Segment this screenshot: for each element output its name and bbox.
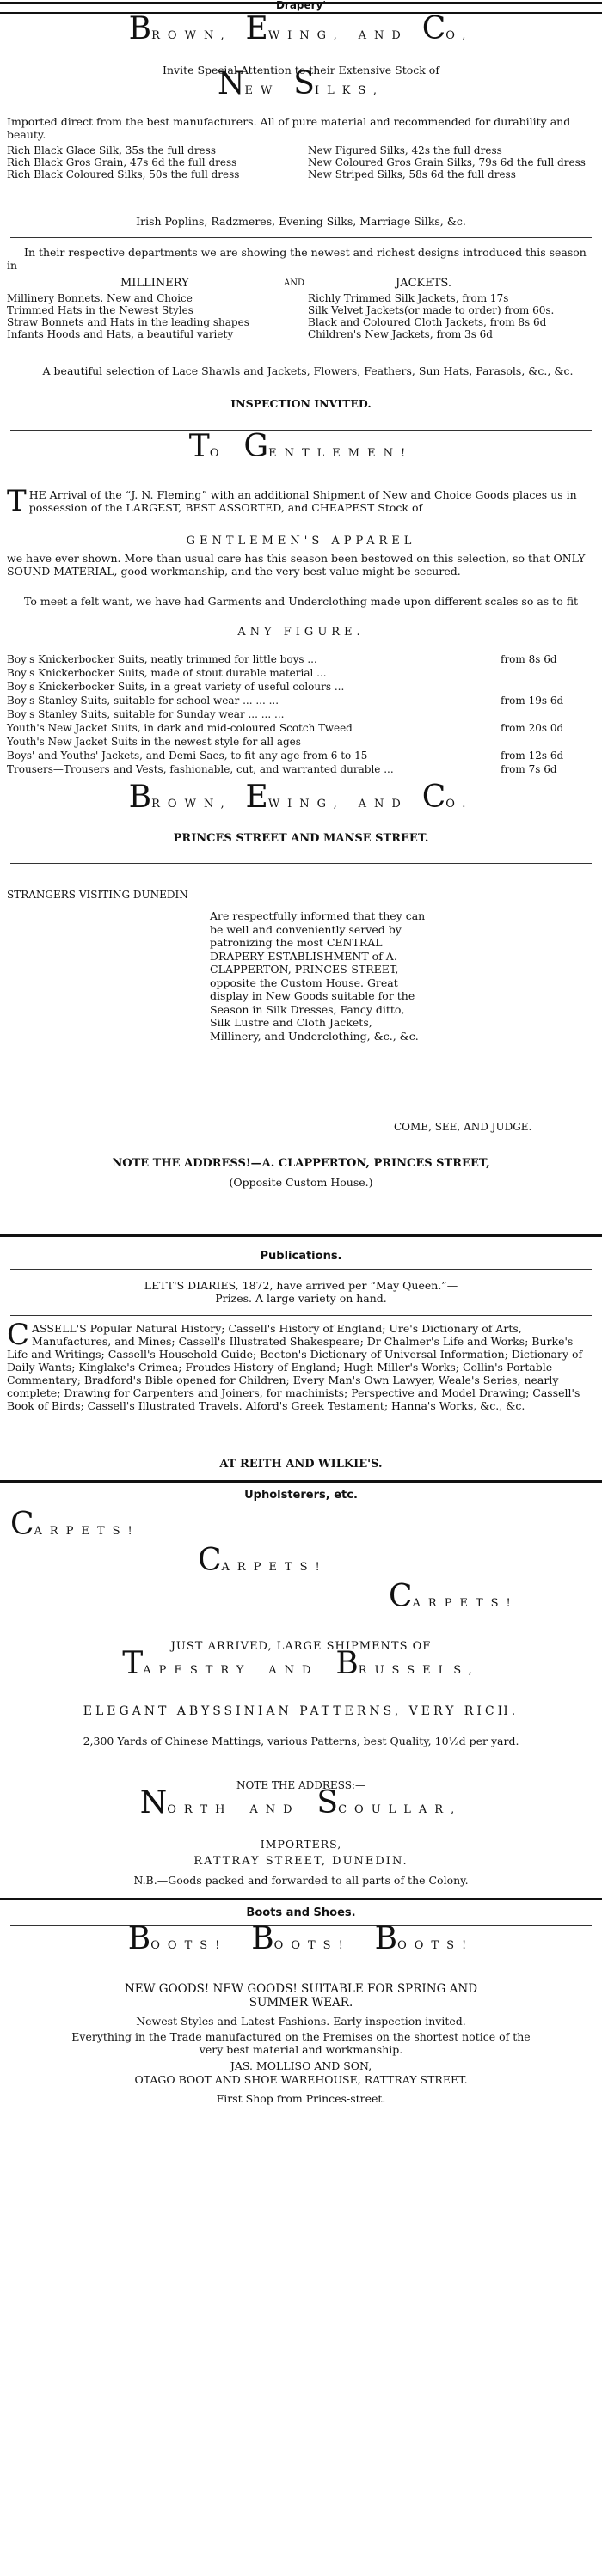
inspection-invited: INSPECTION INVITED.: [230, 397, 372, 410]
elegant-patterns: ELEGANT ABYSSINIAN PATTERNS, VERY RICH.: [83, 1704, 519, 1718]
drapery-rule: [0, 12, 602, 14]
otago-warehouse: OTAGO BOOT AND SHOE WAREHOUSE, RATTRAY STREET.: [134, 2073, 468, 2086]
price-row: Boys' and Youths' Jackets, and Demi-Saes, to fit any age from 6 to 15 from 12s 6d: [7, 750, 564, 762]
section-rule: [0, 1234, 602, 1237]
price-row: Trousers—Trousers and Vests, fashionable, cut, and warranted durable ... from 7s 6d: [7, 763, 557, 775]
importers: IMPORTERS,: [260, 1838, 342, 1851]
millinery-item: Millinery Bonnets. New and Choice: [7, 292, 193, 304]
silk-item: Rich Black Coloured Silks, 50s the full dress: [7, 168, 240, 181]
come-see-judge: COME, SEE, AND JUDGE.: [394, 1121, 532, 1133]
divider: [10, 430, 592, 431]
cassell-list: CASSELL'S Popular Natural History; Cassell's History of England; Ure's Dictionary of Arts, Manufactures, and Mines; Cassell's Illustrated Shakespeare; Dr Chalmer's Life and Works; Burke's Life and Writings; Cassell's Household Guide; Beeton's Dictionary of Universal Information; Dictionary of Daily Wants; Kinglake's Crimea; Froudes History of England; Hugh Miller's Works; Collin's Portable Commentary; Bradford's Bible opened for Children; Every Man's Own Lawyer, Weale's Series, nearly complete; Drawing for Carpenters and Joiners, for machinists; Perspective and Model Drawing; Cassell's Book of Birds; Cassell's Illustrated Travels. Alford's Greek Testament; Hanna's Works, &c., &c.: [7, 1318, 583, 1412]
millinery-item: Infants Hoods and Hats, a beautiful variety: [7, 328, 234, 340]
millinery-item: Straw Bonnets and Hats in the leading shapes: [7, 316, 249, 328]
drapery-category: Drapery': [275, 0, 327, 11]
to-gentlemen-title: TO GENTLEMEN!: [188, 429, 414, 464]
silks-right-col: [304, 144, 592, 181]
newspaper-page: Drapery' BROWN, EWING, AND CO, Invite Special Attention to their Extensive Stock of NEW SILKS, Imported direct from the best manufacturers. All of pure material and recommended for durability and beauty. Rich Black Glace Silk, 35s the full dress Rich Black Gros Grain, 47s 6d the full dress Rich Black Coloured Silks, 50s the full dress New Figured Silks, 42s the full dress New Coloured Gros Grain Silks, 79s 6d the full dress New Striped Silks, 58s 6d the full dress Irish Poplins, Radzmeres, Evening Silks, Marriage Silks, &c. In their respective departments we are showing the newest and richest designs introduced this season in MILLINERY AND JACKETS. Millinery Bonnets. New and Choice Trimmed Hats in the Newest Styles Straw Bonnets and Hats in the leading shapes Infants Hoods and Hats, a beautiful variety Richly Trimmed Silk Jackets, from 17s Silk Velvet Jackets(or made to order) from 60s. Black and Coloured Cloth Jackets, from 8s 6d Children's New Jackets, from 3s 6d A beautiful selection of Lace Shawls and Jackets, Flowers, Feathers, Sun Hats, Parasols, &c., &c. INSPECTION INVITED. TO GENTLEMEN! THE Arrival of the “J. N. Fleming” with an additional Shipment of New and Choice Goods places us in possession of the LARGEST, BEST ASSORTED, and CHEAPEST Stock of GENTLEMEN'S APPAREL we have ever shown. More than usual care has this season been bestowed on this selection, so that ONLY SOUND MATERIAL, good workmanship, and the very best value might be secured. To meet a felt want, we have had Garments and Underclothing made upon different scales so as to fit ANY FIGURE. Boy's Knickerbocker Suits, neatly trimmed for little boys ... from 8s 6d Boy's Knickerbocker Suits, made of stout durable material ... Boy's Knickerbocker Suits, in a great variety of useful colours ... Boy's Stanley Suits, suitable for school wear ... ... ... from 19s 6d Boy's Stanley Suits, suitable for Sunday wear ... ... ... Youth's New Jacket Suits, in dark and mid-coloured Scotch Tweed from 20s 0d Youth's New Jacket Suits in the newest style for all ages Boys' and Youths' Jackets, and Demi-Saes, to fit any age from 6 to 15 from 12s 6d Trousers—Trousers and Vests, fashionable, cut, and warranted durable ... from 7s 6d BROWN, EWING, AND CO. PRINCES STREET AND MANSE STREET. STRANGERS VISITING DUNEDIN Are respectfully informed that they can be well and conveniently served by patronizing the most CENTRAL DRAPERY ESTABLISHMENT of A. CLAPPERTON, PRINCES-STREET, opposite the Custom House. Great display in New Goods suitable for the Season in Silk Dresses, Fancy ditto, Silk Lustre and Cloth Jackets, Millinery, and Underclothing, &c., &c. COME, SEE, AND JUDGE. NOTE THE ADDRESS!—A. CLAPPERTON, PRINCES STREET, (Opposite Custom House.) Publications. LETT'S DIARIES, 1872, have arrived per “May Queen.”—Prizes. A large variety on hand. CASSELL'S Popular Natural History; Cassell's History of England; Ure's Dictionary of Arts, Manufactures, and Mines; Cassell's Illustrated Shakespeare; Dr Chalmer's Life and Works; Burke's Life and Writings; Cassell's Household Guide; Beeton's Dictionary of Universal Information; Dictionary of Daily Wants; Kinglake's Crimea; Froudes History of England; Hugh Miller's Works; Collin's Portable Commentary; Bradford's Bible opened for Children; Every Man's Own Lawyer, Weale's Series, nearly complete; Drawing for Carpenters and Joiners, for machinists; Perspective and Model Drawing; Cassell's Book of Birds; Cassell's Illustrated Travels. Alford's Greek Testament; Hanna's Works, &c., &c. AT REITH AND WILKIE'S. Upholsterers, etc. CARPETS! CARPETS! CARPETS! JUST ARRIVED, LARGE SHIPMENTS OF TAPESTRY AND BRUSSELS, ELEGANT ABYSSINIAN PATTERNS, VERY RICH. 2,300 Yards of Chinese Mattings, various Patterns, best Quality, 10½d per yard. NOTE THE ADDRESS:— NORTH AND SCOULLAR, IMPORTERS, RATTRAY STREET, DUNEDIN. N.B.—Goods packed and forwarded to all parts of the Colony. Boots and Shoes. BOOTS! BOOTS! BOOTS! NEW GOODS! NEW GOODS! SUITABLE FOR SPRING AND SUMMER WEAR. Newest Styles and Latest Fashions. Early inspection invited. Everything in the Trade manufactured on the Premises on the shortest notice of the very best material and workmanship. JAS. MOLLISO AND SON, OTAGO BOOT AND SHOE WAREHOUSE, RATTRAY STREET. First Shop from Princes-street.: [0, 0, 602, 2576]
price-row: Boy's Knickerbocker Suits, neatly trimmed for little boys ... from 8s 6d: [7, 653, 557, 665]
apparel-price-list: [7, 653, 595, 777]
divider: [10, 863, 592, 864]
drop-cap: C: [7, 1318, 30, 1352]
jacket-item: Black and Coloured Cloth Jackets, from 8s 6d: [308, 316, 547, 328]
poplins-text: Irish Poplins, Radzmeres, Evening Silks, Marriage Silks, &c.: [136, 215, 466, 228]
reith-wilkie: AT REITH AND WILKIE'S.: [219, 1458, 383, 1471]
arrival-paragraph: THE Arrival of the “J. N. Fleming” with an additional Shipment of New and Choice Goods places us in possession of the LARGEST, BEST ASSORTED, and CHEAPEST Stock of: [7, 484, 577, 518]
princes-manse-address: PRINCES STREET AND MANSE STREET.: [173, 832, 429, 845]
jacket-item: Silk Velvet Jackets(or made to order) from 60s.: [308, 304, 555, 316]
silk-item: Rich Black Glace Silk, 35s the full dress: [7, 144, 216, 156]
carpets-2: CARPETS!: [198, 1543, 328, 1578]
clapperton-body: Are respectfully informed that they can be well and conveniently served by patronizing the most CENTRAL DRAPERY ESTABLISHMENT of A. CLAPPERTON, PRINCES-STREET, opposite the Custom House. Great display in New Goods suitable for the Season in Silk Dresses, Fancy ditto, Silk Lustre and Cloth Jackets, Millinery, and Underclothing, &c., &c.: [210, 909, 426, 1043]
newest-styles: Newest Styles and Latest Fashions. Early inspection invited.: [136, 2015, 466, 2028]
upholsterers-category: Upholsterers, etc.: [244, 1489, 358, 1502]
meet-paragraph: To meet a felt want, we have had Garments and Underclothing made upon different scales so as to fit: [24, 595, 579, 608]
mill-jackets-list: [7, 292, 595, 340]
publications-category: Publications.: [260, 1250, 342, 1263]
divider: [10, 1925, 592, 1926]
clapperton-address: NOTE THE ADDRESS!—A. CLAPPERTON, PRINCES STREET,: [112, 1157, 490, 1170]
north-scoullar: NORTH AND SCOULLAR,: [139, 1785, 463, 1820]
any-figure: ANY FIGURE.: [237, 626, 365, 639]
divider: [10, 237, 592, 238]
silks-left-col: [7, 144, 304, 181]
jacket-item: Children's New Jackets, from 3s 6d: [308, 328, 493, 340]
silk-item: New Coloured Gros Grain Silks, 79s 6d the full dress: [308, 156, 586, 168]
jackets-col: [304, 292, 592, 340]
imported-text: Imported direct from the best manufacturers. All of pure material and recommended for durability and beauty.: [7, 115, 571, 141]
new-silks-heading: NEW SILKS,: [218, 66, 384, 101]
silk-item: New Striped Silks, 58s 6d the full dress: [308, 168, 516, 181]
strangers-heading: STRANGERS VISITING DUNEDIN: [7, 889, 188, 901]
carpets-3: CARPETS!: [389, 1579, 519, 1614]
gentlemens-apparel: GENTLEMEN'S APPAREL: [186, 535, 416, 548]
tapestry-brussels: TAPESTRY AND BRUSSELS,: [122, 1646, 480, 1681]
price-row: Boy's Knickerbocker Suits, made of stout durable material ...: [7, 667, 327, 679]
drop-cap: T: [7, 484, 27, 518]
price-row: Youth's New Jacket Suits in the newest style for all ages: [7, 736, 301, 748]
silk-item: New Figured Silks, 42s the full dress: [308, 144, 502, 156]
new-goods: NEW GOODS! NEW GOODS! SUITABLE FOR SPRING AND SUMMER WEAR.: [124, 1982, 478, 2010]
brown-ewing-title: BROWN, EWING, AND CO,: [128, 11, 474, 46]
price-row: Boy's Knickerbocker Suits, in a great variety of useful colours ...: [7, 681, 345, 693]
price-row: Boy's Stanley Suits, suitable for school wear ... ... ... from 19s 6d: [7, 694, 564, 707]
millinery-item: Trimmed Hats in the Newest Styles: [7, 304, 194, 316]
note-address: NOTE THE ADDRESS:—: [236, 1779, 366, 1791]
silks-list: [7, 144, 595, 181]
just-arrived: JUST ARRIVED, LARGE SHIPMENTS OF: [170, 1640, 432, 1653]
rattray-dunedin: RATTRAY STREET, DUNEDIN.: [194, 1855, 408, 1868]
boots-title: BOOTS! BOOTS! BOOTS!: [127, 1921, 475, 1956]
jacket-item: Richly Trimmed Silk Jackets, from 17s: [308, 292, 509, 304]
departments-text: In their respective departments we are showing the newest and richest designs introduced this season in: [7, 246, 587, 272]
shown-paragraph: we have ever shown. More than usual care has this season been bestowed on this selection, so that ONLY SOUND MATERIAL, good workmanship, and the very best value might be secured.: [7, 552, 586, 578]
letts-diaries: LETT'S DIARIES, 1872, have arrived per “May Queen.”—Prizes. A large variety on hand.: [144, 1279, 458, 1305]
jas-molliso: JAS. MOLLISO AND SON,: [230, 2059, 372, 2072]
divider: [10, 1269, 592, 1270]
chinese-mattings: 2,300 Yards of Chinese Mattings, various Patterns, best Quality, 10½d per yard.: [83, 1735, 519, 1747]
price-row: Youth's New Jacket Suits, in dark and mid-coloured Scotch Tweed from 20s 0d: [7, 722, 564, 734]
price-row: Boy's Stanley Suits, suitable for Sunday wear ... ... ...: [7, 708, 285, 720]
everything-trade: Everything in the Trade manufactured on the Premises on the shortest notice of the very best material and workmanship.: [71, 2030, 531, 2056]
boots-category: Boots and Shoes.: [246, 1906, 356, 1919]
brown-ewing-title-2: BROWN, EWING, AND CO.: [128, 780, 474, 815]
carpets-1: CARPETS!: [10, 1507, 140, 1542]
nb-packed: N.B.—Goods packed and forwarded to all parts of the Colony.: [133, 1874, 469, 1887]
silk-item: Rich Black Gros Grain, 47s 6d the full dress: [7, 156, 237, 168]
section-rule: [0, 1480, 602, 1483]
invite-text: Invite Special Attention to their Extensive Stock of: [163, 64, 439, 76]
lace-text: A beautiful selection of Lace Shawls and Jackets, Flowers, Feathers, Sun Hats, Parasols, &c., &c.: [42, 364, 574, 377]
opposite-custom-house: (Opposite Custom House.): [229, 1176, 373, 1189]
first-shop: First Shop from Princes-street.: [216, 2092, 386, 2105]
section-rule: [0, 1898, 602, 1900]
divider: [10, 1315, 592, 1316]
millinery-col: [7, 292, 304, 340]
